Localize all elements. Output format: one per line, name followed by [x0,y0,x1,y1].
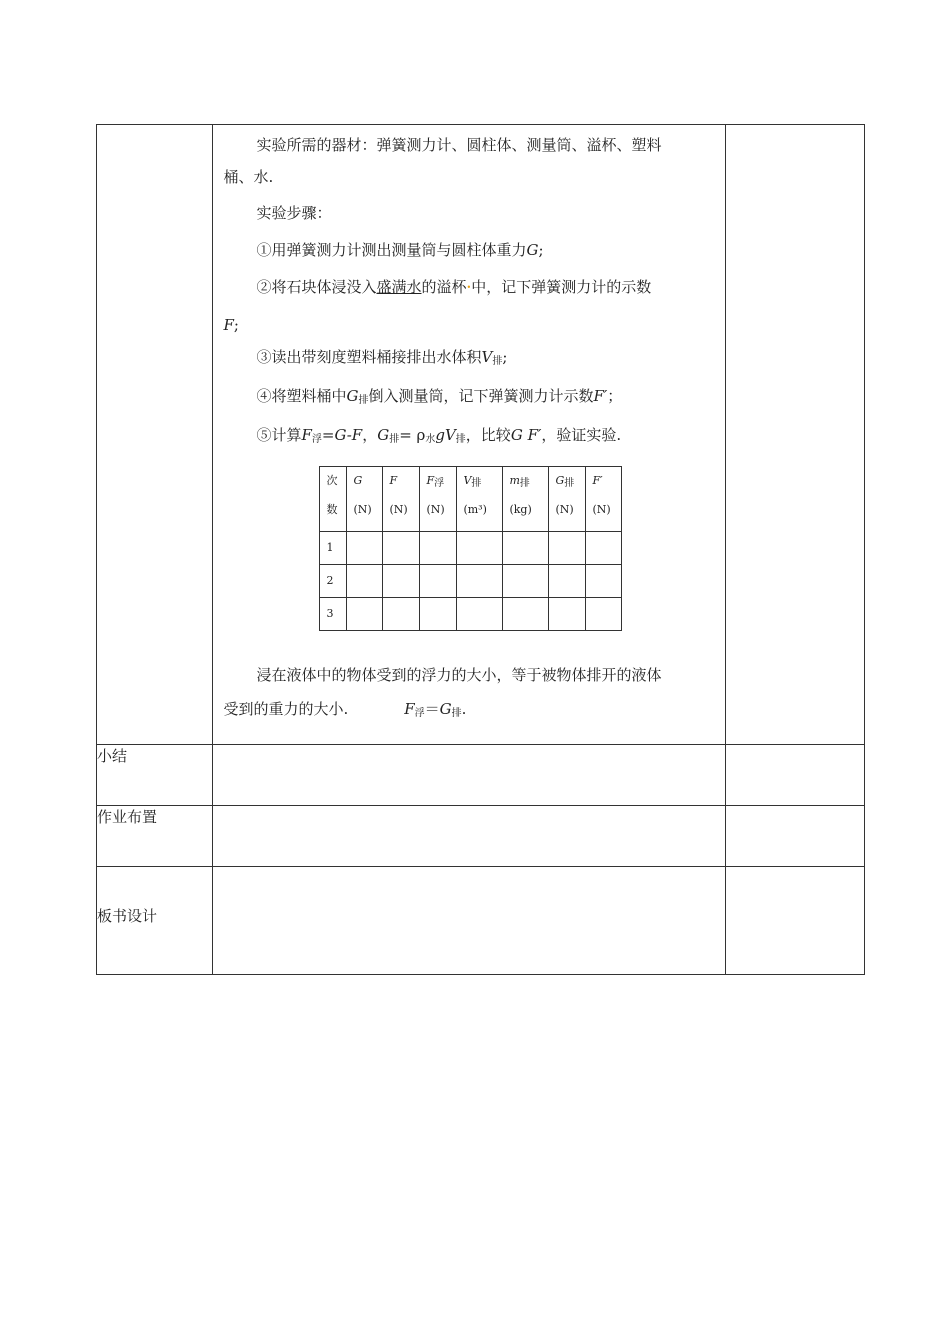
data-table-header-cell: 次 数 [320,467,347,532]
data-table-cell [420,532,457,565]
data-table-header-cell: F浮 (N) [420,467,457,532]
underlined-full-water: 盛满水 [376,278,422,296]
data-table-cell [549,565,586,598]
data-table-cell [347,532,383,565]
homework-content-cell [213,806,726,867]
board-design-label: 板书设计 [97,867,213,975]
data-table-cell [457,532,503,565]
highlight-dot: • [466,283,472,292]
steps-title: 实验步骤： [256,204,332,222]
data-table-header-cell: F′ (N) [586,467,622,532]
experiment-content-cell [213,125,726,745]
empty-label-cell [97,125,213,745]
step-2-continued: F; [223,316,239,334]
data-table-cell [549,598,586,631]
data-table-row [320,565,622,598]
conclusion-line-1: 浸在液体中的物体受到的浮力的大小，等于被物体排开的液体 [256,666,662,684]
step-3: ③读出带刻度塑料桶接排出水体积$V_排$; [256,348,508,367]
data-table-row [320,598,622,631]
data-table-header-cell: F (N) [383,467,420,532]
data-table-cell [586,532,622,565]
summary-content-cell [213,745,726,806]
trial-number: 2 [320,565,347,598]
trial-number: 1 [320,532,347,565]
data-table-cell [383,565,420,598]
summary-label: 小结 [97,745,213,806]
data-table-cell [503,565,549,598]
step-4: ④将塑料桶中$G_排$倒入测量筒，记下弹簧测力计示数F′； [256,387,623,406]
data-table-header-cell: G (N) [347,467,383,532]
notes-cell-3 [726,806,865,867]
data-table-cell [586,598,622,631]
step-2: ②将石块体浸没入盛满水的溢杯•中，记下弹簧测力计的示数 [256,278,652,296]
step-5: ⑤计算$F_浮=G-F$，$G_排= \rho_水gV_排$，比较G F′，验证实验. [256,426,622,445]
data-table-cell [457,565,503,598]
data-table-cell [420,565,457,598]
data-table-cell [383,598,420,631]
notes-cell-2 [726,745,865,806]
notes-cell-1 [726,125,865,745]
conclusion-line-2: 受到的重力的大小. $F_浮=G_排$. [223,700,467,719]
data-table-cell [457,598,503,631]
trial-number: 3 [320,598,347,631]
data-table-header-cell: m排 (kg) [503,467,549,532]
notes-cell-4 [726,867,865,975]
lesson-table [96,124,865,975]
data-table-cell [503,598,549,631]
data-table-header-cell: G排 (N) [549,467,586,532]
data-table-row [320,532,622,565]
data-table-cell [503,532,549,565]
step-1: ①用弹簧测力计测出测量筒与圆柱体重力G; [256,241,544,259]
data-table-cell [347,598,383,631]
data-table-cell [549,532,586,565]
data-table-cell [383,532,420,565]
board-design-content-cell [213,867,726,975]
data-table-header-row [320,467,622,532]
materials-line-1: 实验所需的器材：弹簧测力计、圆柱体、测量筒、溢杯、塑料 [256,136,662,154]
data-table-cell [347,565,383,598]
homework-label: 作业布置 [97,806,213,867]
materials-line-2: 桶、水. [223,168,274,186]
data-table [319,466,622,631]
data-table-header-cell: V排 (m³) [457,467,503,532]
data-table-cell [586,565,622,598]
data-table-cell [420,598,457,631]
